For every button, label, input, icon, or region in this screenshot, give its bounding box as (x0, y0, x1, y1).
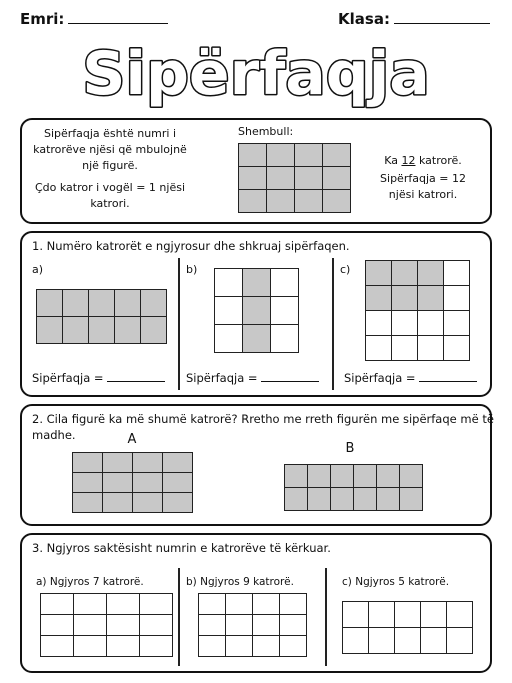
grid-cell (103, 453, 133, 473)
example-grid (238, 143, 351, 213)
name-label: Emri: (20, 10, 65, 28)
grid-cell (267, 144, 295, 167)
grid-cell (253, 615, 280, 636)
grid-cell (37, 290, 63, 317)
grid-cell (366, 336, 392, 361)
section1-divider-1 (178, 258, 180, 390)
grid-cell (444, 311, 470, 336)
grid-cell (271, 297, 299, 325)
figure-b-label: B (345, 441, 355, 456)
grid-cell (226, 636, 253, 657)
intro-unit-note: Çdo katror i vogël = 1 njësi katrori. (34, 181, 186, 210)
grid-cell (418, 261, 444, 286)
grid-cell (392, 336, 418, 361)
grid-cell (295, 144, 323, 167)
grid-cell (74, 594, 107, 615)
grid-cell (226, 594, 253, 615)
s1c-grid (365, 260, 470, 361)
s1a-answer-line[interactable] (107, 370, 165, 382)
grid-cell (133, 473, 163, 493)
s3c-grid[interactable] (342, 601, 473, 654)
grid-cell (73, 453, 103, 473)
grid-cell (163, 493, 193, 513)
grid-cell (271, 269, 299, 297)
grid-cell (107, 594, 140, 615)
grid-cell (444, 336, 470, 361)
grid-cell (215, 297, 243, 325)
grid-cell (163, 453, 193, 473)
grid-cell (400, 465, 423, 488)
grid-cell (280, 636, 307, 657)
grid-cell (354, 465, 377, 488)
s1a-answer: Sipërfaqja = (32, 370, 165, 386)
s1b-grid (214, 268, 299, 353)
name-line[interactable] (68, 10, 168, 24)
grid-cell (41, 636, 74, 657)
grid-cell (369, 602, 395, 628)
section1-divider-2 (332, 258, 334, 390)
s1c-label: c) (340, 263, 351, 276)
s3b-text: b) Ngjyros 9 katrorë. (186, 576, 294, 588)
s3a-grid[interactable] (40, 593, 173, 657)
section1-instruction: 1. Numëro katrorët e ngjyrosur dhe shkruaj sipërfaqen. (32, 239, 350, 253)
section3-divider-2 (325, 568, 327, 666)
grid-cell (73, 493, 103, 513)
grid-cell (226, 615, 253, 636)
grid-cell (103, 473, 133, 493)
s3c-text: c) Ngjyros 5 katrorë. (342, 576, 450, 588)
grid-cell (366, 286, 392, 311)
s3a-text: a) Ngjyros 7 katrorë. (36, 576, 144, 588)
s1a-grid (36, 289, 167, 344)
grid-cell (41, 594, 74, 615)
grid-cell (215, 325, 243, 353)
grid-cell (239, 167, 267, 190)
grid-cell (243, 269, 271, 297)
grid-cell (447, 628, 473, 654)
grid-cell (421, 602, 447, 628)
grid-cell (133, 453, 163, 473)
grid-cell (392, 286, 418, 311)
grid-cell (115, 290, 141, 317)
class-line[interactable] (394, 10, 490, 24)
figure-a-label: A (127, 432, 137, 447)
grid-cell (421, 628, 447, 654)
grid-cell (308, 465, 331, 488)
grid-cell (418, 336, 444, 361)
s3b-grid[interactable] (198, 593, 307, 657)
grid-cell (285, 465, 308, 488)
grid-cell (392, 311, 418, 336)
title-text: Sipërfaqja (82, 39, 430, 109)
class-field (338, 10, 490, 28)
grid-cell (63, 290, 89, 317)
section2-instruction: 2. Cila figurë ka më shumë katrorë? Rretho me rreth figurën me sipërfaqe më të madhe. (32, 412, 494, 442)
s1b-answer-line[interactable] (261, 370, 319, 382)
grid-cell (395, 628, 421, 654)
grid-cell (400, 488, 423, 511)
grid-cell (271, 325, 299, 353)
grid-cell (215, 269, 243, 297)
grid-cell (243, 325, 271, 353)
grid-cell (199, 594, 226, 615)
grid-cell (133, 493, 163, 513)
grid-cell (418, 311, 444, 336)
page-title (0, 30, 512, 112)
grid-cell (285, 488, 308, 511)
grid-cell (253, 636, 280, 657)
grid-cell (331, 488, 354, 511)
s1a-label: a) (32, 263, 44, 276)
grid-cell (392, 261, 418, 286)
grid-cell (366, 261, 392, 286)
grid-cell (140, 594, 173, 615)
grid-cell (253, 594, 280, 615)
example-label: Shembull: (238, 125, 294, 138)
grid-cell (323, 144, 351, 167)
grid-cell (103, 493, 133, 513)
grid-cell (295, 167, 323, 190)
grid-cell (141, 290, 167, 317)
section3-divider-1 (178, 568, 180, 666)
s1c-answer-line[interactable] (419, 370, 477, 382)
grid-cell (63, 317, 89, 344)
grid-cell (280, 615, 307, 636)
grid-cell (331, 465, 354, 488)
grid-cell (369, 628, 395, 654)
grid-cell (140, 636, 173, 657)
example-result: Sipërfaqja = 12 njësi katrori. (380, 172, 466, 201)
grid-cell (267, 190, 295, 213)
grid-cell (323, 190, 351, 213)
grid-cell (140, 615, 173, 636)
grid-cell (107, 636, 140, 657)
grid-cell (366, 311, 392, 336)
s1c-answer: Sipërfaqja = (344, 370, 477, 386)
figure-b-grid[interactable] (284, 464, 423, 511)
grid-cell (74, 615, 107, 636)
section3-instruction: 3. Ngjyros saktësisht numrin e katrorëve të kërkuar. (32, 541, 331, 555)
grid-cell (141, 317, 167, 344)
grid-cell (107, 615, 140, 636)
example-count: Ka 12 katrorë. (384, 154, 462, 167)
grid-cell (395, 602, 421, 628)
grid-cell (377, 488, 400, 511)
grid-cell (89, 317, 115, 344)
grid-cell (267, 167, 295, 190)
name-field (20, 10, 168, 28)
grid-cell (199, 615, 226, 636)
grid-cell (444, 286, 470, 311)
grid-cell (239, 144, 267, 167)
grid-cell (308, 488, 331, 511)
grid-cell (73, 473, 103, 493)
grid-cell (444, 261, 470, 286)
class-label: Klasa: (338, 10, 390, 28)
grid-cell (418, 286, 444, 311)
s1b-answer: Sipërfaqja = (186, 370, 319, 386)
grid-cell (74, 636, 107, 657)
grid-cell (343, 628, 369, 654)
grid-cell (280, 594, 307, 615)
grid-cell (115, 317, 141, 344)
grid-cell (447, 602, 473, 628)
grid-cell (377, 465, 400, 488)
grid-cell (41, 615, 74, 636)
grid-cell (163, 473, 193, 493)
grid-cell (243, 297, 271, 325)
figure-a-grid[interactable] (72, 452, 193, 513)
grid-cell (354, 488, 377, 511)
grid-cell (89, 290, 115, 317)
grid-cell (295, 190, 323, 213)
grid-cell (323, 167, 351, 190)
grid-cell (343, 602, 369, 628)
grid-cell (239, 190, 267, 213)
grid-cell (37, 317, 63, 344)
s1b-label: b) (186, 263, 198, 276)
intro-definition: Sipërfaqja është numri i katrorëve njësi që mbulojnë një figurë. (33, 127, 187, 172)
grid-cell (199, 636, 226, 657)
